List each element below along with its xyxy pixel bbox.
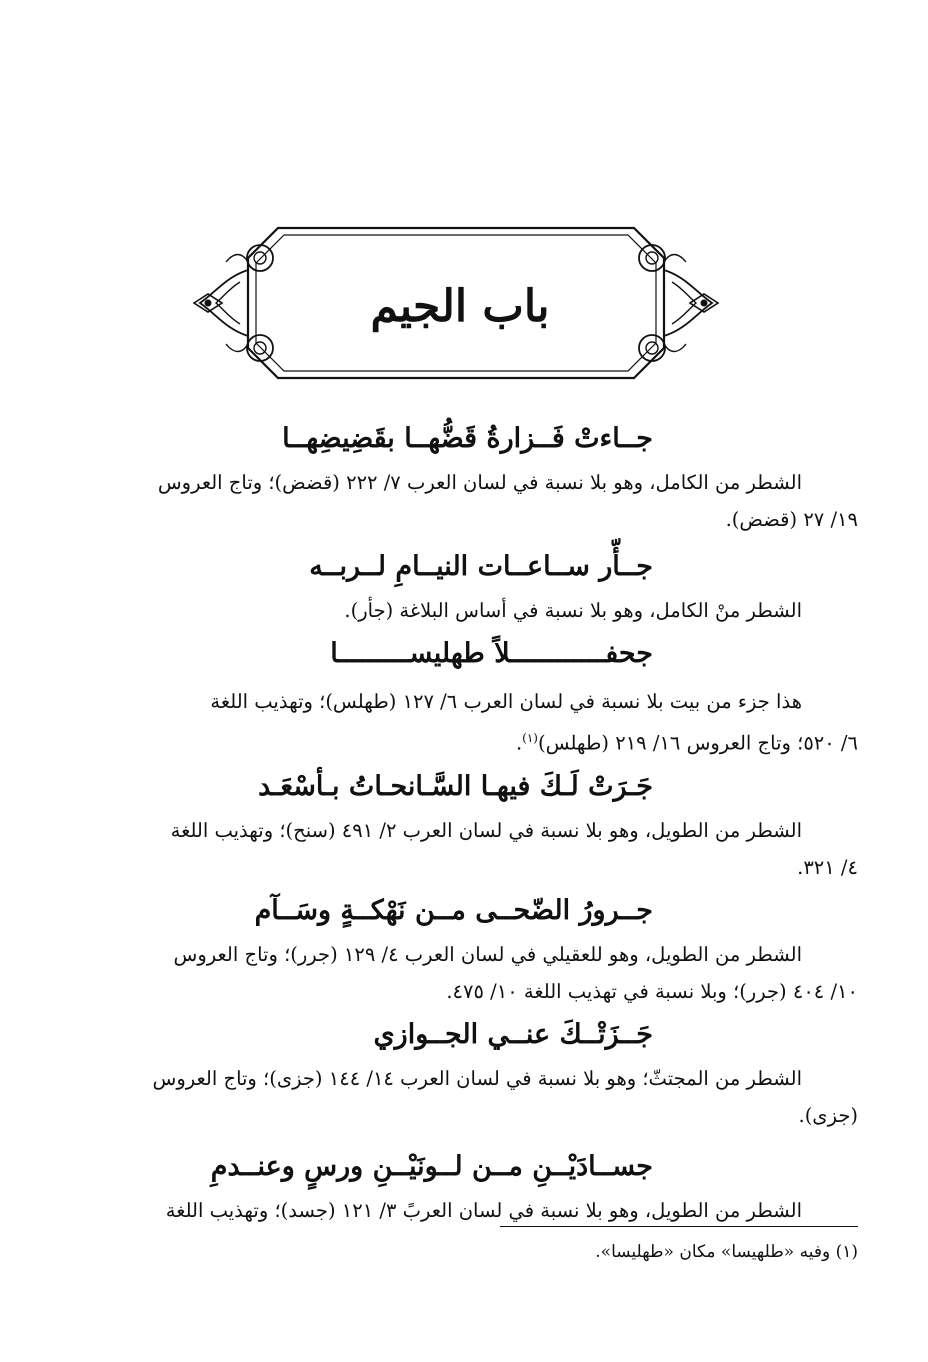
entry — [78, 414, 858, 538]
chapter-title: باب الجيم — [370, 281, 550, 332]
verse-line: جــأّر ســاعــات النيــامِ لــربــه — [309, 551, 653, 582]
commentary-line: الشطر منْ الكامل، وهو بلا نسبة في أساس البلاغة (جأر). — [344, 599, 802, 622]
verse-line: جــاءتْ فَــزارةُ قَضُّهــا بقَضِيضِهــا — [282, 423, 653, 454]
entry — [78, 886, 858, 1010]
entry — [78, 542, 858, 629]
commentary-line: الشطر من المجتثّ؛ وهو بلا نسبة في لسان العرب ١٤/ ١٤٤ (جزى)؛ وتاج العروس — [152, 1066, 802, 1090]
verse-line: جحفــــــــــــلاً طهليســـــــــا — [330, 638, 653, 669]
commentary — [78, 592, 858, 629]
entries-list — [78, 414, 858, 1229]
entry — [78, 1010, 858, 1134]
commentary-line — [78, 720, 858, 762]
commentary-line: الشطر من الطويل، وهو بلا نسبة في لسان العربً ٣/ ١٢١ (جسد)؛ وتهذيب اللغة — [165, 1198, 802, 1222]
footnote: (١) وفيه «طلهيسا» مكان «طهليسا». — [595, 1242, 858, 1262]
commentary — [78, 683, 858, 762]
commentary-line: ٤/ ٣٢١. — [797, 855, 858, 879]
commentary-line: الشطر من الطويل، وهو للعقيلي في لسان العرب ٤/ ١٢٩ (جرر)؛ وتاج العروس — [173, 942, 802, 966]
period: . — [515, 731, 523, 755]
commentary — [78, 1060, 858, 1134]
commentary-line: الشطر من الكامل، وهو بلا نسبة في لسان العرب ٧/ ٢٢٢ (قضض)؛ وتاج العروس — [157, 471, 802, 494]
entry — [78, 1142, 858, 1229]
commentary-line: ١٩/ ٢٧ (قضض). — [725, 508, 858, 531]
verse-line: جَــزَتْــكَ عنــي الجــوازي — [373, 1018, 653, 1050]
footnote-divider — [500, 1226, 858, 1227]
commentary-line-text: ٦/ ٥٢٠؛ وتاج العروس ١٦/ ٢١٩ (طهلس) — [537, 731, 858, 755]
verse-line: جــرورُ الضّحــى مــن نَهْكــةٍ وسَــآم — [254, 894, 653, 926]
commentary — [78, 812, 858, 886]
commentary-line: هذا جزء من بيت بلا نسبة في لسان العرب ٦/ ١٢٧ (طهلس)؛ وتهذيب اللغة — [210, 690, 802, 713]
footnote-ref: (١) — [522, 731, 538, 745]
commentary — [78, 464, 858, 538]
commentary — [78, 1192, 858, 1229]
verse-line: جســادَيْــنِ مــن لــونَيْــنِ ورسٍ وعنــدمِ — [210, 1150, 653, 1182]
commentary-line: (جزى). — [798, 1103, 858, 1127]
entry — [78, 629, 858, 762]
commentary-line: ١٠/ ٤٠٤ (جرر)؛ وبلا نسبة في تهذيب اللغة ١٠/ ٤٧٥. — [446, 979, 858, 1003]
entry — [78, 762, 858, 886]
commentary-line: الشطر من الطويل، وهو بلا نسبة في لسان العرب ٢/ ٤٩١ (سنح)؛ وتهذيب اللغة — [170, 818, 802, 842]
verse-line: جَـرَتْ لَـكَ فيهـا السَّـانحـاتُ بـأسْعَـد — [258, 770, 653, 802]
commentary — [78, 936, 858, 1010]
